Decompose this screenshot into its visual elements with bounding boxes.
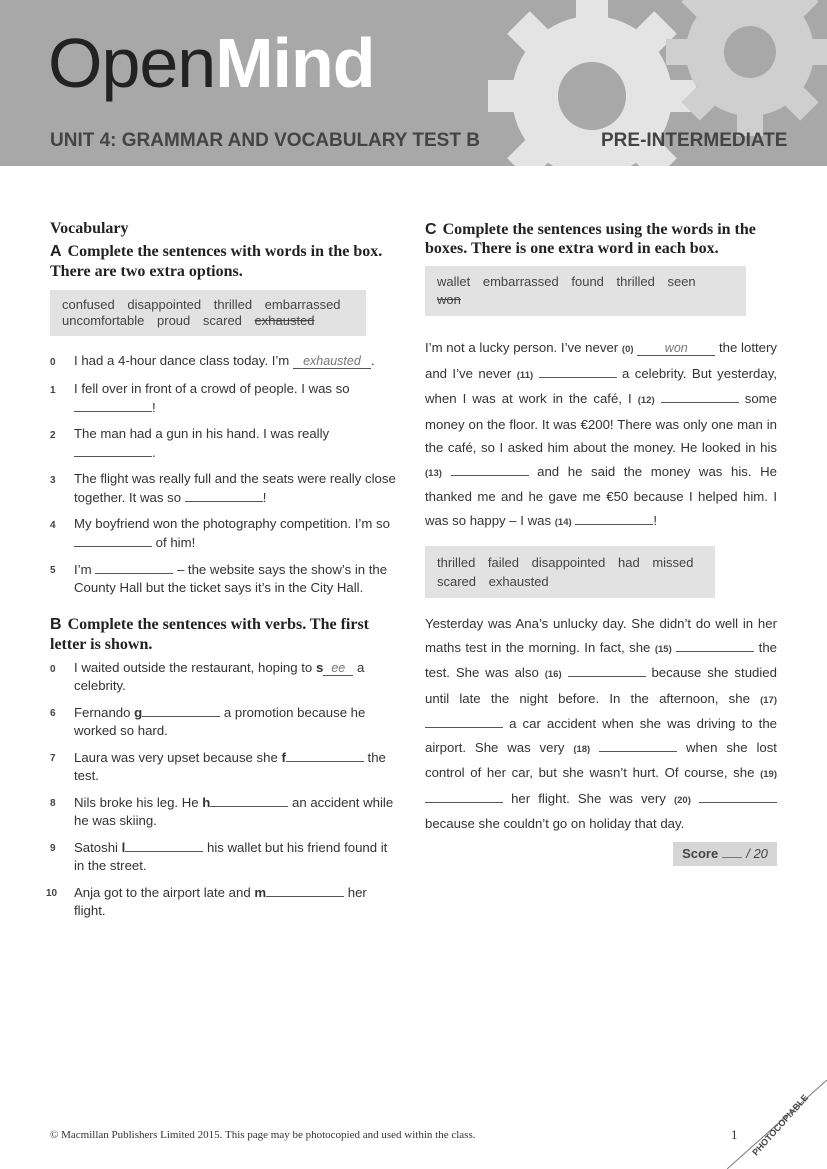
answer-blank[interactable] [266,883,344,897]
unit-title: UNIT 4: GRAMMAR AND VOCABULARY TEST B [50,130,480,151]
logo-open: Open [48,24,216,102]
vocabulary-heading: Vocabulary [50,220,129,237]
question-text: The man had a gun in his hand. I was really [74,426,330,441]
para-text: a car accident when she was driving to the airport. She was very [425,716,777,755]
question-text-end: – the website says the show’s in the County Hall but the ticket says it’s in the City Hall. [74,562,388,595]
question-text-end: a celebrity. [74,660,365,693]
para-text: ! [653,512,658,528]
answer-blank[interactable] [74,443,152,457]
para-text: I’m not a lucky person. I’ve never [425,340,619,355]
question-text: My boyfriend won the photography competition. I’m so [74,516,390,531]
footer-copyright: © Macmillan Publishers Limited 2015. This page may be photocopied and used within the class. [50,1129,476,1141]
score-box [673,842,777,866]
box-word: disappointed [127,297,202,312]
box-word: exhausted [488,574,549,589]
box-word: seen [667,274,696,289]
para-text: because she couldn’t go on holiday that day. [425,816,685,831]
score-blank[interactable] [722,847,742,858]
question-item [46,883,400,920]
question-item [50,515,400,552]
box-word: proud [157,313,191,328]
page-number: 1 [731,1127,738,1142]
box-word: had [617,555,640,570]
answer-blank[interactable] [599,738,677,752]
para-text: her flight. She was very [511,790,666,806]
para-text: some money on the floor. It was €200! There was only one man in the café, so I asked him about the money. He looked in his [425,391,777,455]
answer-blank[interactable] [74,533,152,547]
question-number: 3 [50,475,56,486]
gap-number: (11) [516,369,534,381]
answer-blank[interactable] [699,789,777,803]
section-c-heading [425,220,777,258]
question-text-end: an accident while he was skiing. [74,795,394,828]
answer-blank[interactable] [539,364,617,378]
box-word: embarrassed [482,274,559,289]
section-b-heading [50,615,400,655]
section-a-heading [50,242,400,282]
box-word: missed [652,555,694,570]
photocopiable-label: PHOTOCOPIABLE [750,1092,811,1158]
question-text: Fernando [74,705,131,720]
box-word-crossed: exhausted [254,313,315,328]
right-column [425,220,777,848]
question-text: Satoshi [74,840,118,855]
para-text: because she studied until late the night before. In the afternoon, she [425,665,777,706]
answer-blank[interactable] [95,560,173,574]
question-text-end: . [370,353,375,368]
question-text: I waited outside the restaurant, hoping to [74,660,313,675]
box-word: thrilled [437,555,476,570]
question-text-end: a promotion because he worked so hard. [74,705,366,738]
first-letter: g [134,705,143,720]
question-number: 2 [50,430,56,441]
para-text: a celebrity. But yesterday, when I was at work in the café, I [425,365,777,406]
question-text: Nils broke his leg. He [74,795,199,810]
gap-number: (0) [621,344,634,355]
answer-blank[interactable] [661,389,739,403]
para-text: when she lost control of her car, but she wasn’t hurt. Of course, she [425,739,777,780]
answer-blank[interactable]: exhausted [293,355,371,369]
header-banner [0,0,827,166]
answer-blank[interactable] [74,398,152,412]
gap-number: (12) [637,395,655,406]
question-number: 10 [46,888,58,899]
paragraph-2 [425,612,777,836]
answer-blank[interactable] [125,838,203,852]
gap-number: (14) [554,516,572,528]
question-text-end: the test. [74,750,386,783]
answer-blank[interactable] [142,703,220,717]
para-text: the lottery and I’ve never [425,340,777,381]
first-letter: s [315,660,324,675]
word-box-c2 [425,546,715,598]
question-item [50,425,400,462]
question-text-end: ! [152,400,156,415]
box-word-crossed: won [437,292,461,307]
question-item [50,352,400,372]
question-number: 7 [50,753,56,764]
box-word: wallet [437,274,471,289]
box-word: scared [202,313,242,328]
question-text: I’m [74,562,92,577]
section-b-instruction: Complete the sentences with verbs. The first letter is shown. [50,616,369,653]
question-number: 6 [50,708,56,719]
box-word: failed [487,555,519,570]
answer-blank[interactable]: ee [323,662,353,676]
section-a-letter: A [50,243,62,260]
answer-blank[interactable] [676,638,754,652]
question-number: 8 [50,798,56,809]
question-text-end: ! [262,490,267,505]
answer-blank[interactable] [210,793,288,807]
box-word: thrilled [213,297,253,312]
question-number: 0 [50,664,56,675]
question-item [50,380,400,417]
answer-blank[interactable] [185,488,263,502]
first-letter: h [202,795,211,810]
question-item [50,793,400,830]
gap-number: (19) [760,769,778,780]
gap-number: (17) [760,694,777,706]
box-word: embarrassed [264,297,341,312]
question-number: 1 [50,385,56,396]
question-item [50,560,400,597]
level-label: PRE-INTERMEDIATE [601,130,788,151]
gap-number: (13) [425,467,442,479]
answer-blank[interactable] [575,511,653,525]
question-number: 4 [50,520,56,531]
question-item [50,659,400,695]
box-word: uncomfortable [62,313,145,328]
section-c-letter: C [425,221,437,238]
box-word: scared [437,574,477,589]
question-item [50,470,400,507]
question-item [50,748,400,785]
photocopiable-corner [727,1080,827,1169]
section-b-letter: B [50,616,62,633]
gap-number: (16) [544,669,562,680]
question-text-end: of him! [155,535,196,550]
para-text: the test. She was also [425,639,777,680]
answer-blank[interactable] [286,748,364,762]
question-text-end: her flight. [74,885,367,918]
box-word: found [571,274,604,289]
score-label: Score [682,846,719,861]
question-text-end: his wallet but his friend found it in the street. [74,840,388,873]
question-text: I had a 4-hour dance class today. I’m [74,353,290,368]
question-number: 0 [50,357,56,368]
section-c-instruction: Complete the sentences using the words in the boxes. There is one extra word in each box. [425,221,756,257]
para-text: and he said the money was his. He thanked me and he gave me €50 because I helped him. I was so happy – I was [425,463,777,528]
question-number: 9 [50,843,56,854]
answer-blank[interactable] [451,462,529,476]
question-text: The flight was really full and the seats were really close together. It was so [74,471,396,505]
word-box-a [50,290,366,336]
first-letter: f [281,750,286,765]
gap-number: (20) [673,794,691,806]
first-letter: l [121,840,126,855]
question-text-end: . [152,445,156,460]
word-box-c1 [425,266,746,316]
para-text: Yesterday was Ana’s unlucky day. She didn’t do well in her maths test in the morning. In fact, she [425,616,777,655]
question-item [50,838,400,875]
section-a-instruction: Complete the sentences with words in the box. There are two extra options. [50,243,383,280]
logo-mind: Mind [215,24,375,102]
box-word: confused [62,297,115,312]
box-word: disappointed [531,555,606,570]
first-letter: m [254,885,267,900]
question-number: 5 [50,565,56,576]
open-mind-logo [48,24,375,102]
answer-blank[interactable] [425,789,503,803]
score-total: / 20 [746,846,768,861]
question-text: Laura was very upset because she [74,750,278,765]
answer-blank[interactable] [568,663,646,677]
gap-number: (18) [573,743,591,755]
question-item [50,703,400,740]
answer-blank[interactable] [425,714,503,728]
question-text: I fell over in front of a crowd of people. I was so [74,381,350,396]
question-text: Anja got to the airport late and [74,885,251,900]
left-column [46,220,400,928]
answer-blank[interactable]: won [637,342,715,356]
gap-number: (15) [654,643,672,655]
box-word: thrilled [616,274,655,289]
paragraph-1 [425,336,777,534]
